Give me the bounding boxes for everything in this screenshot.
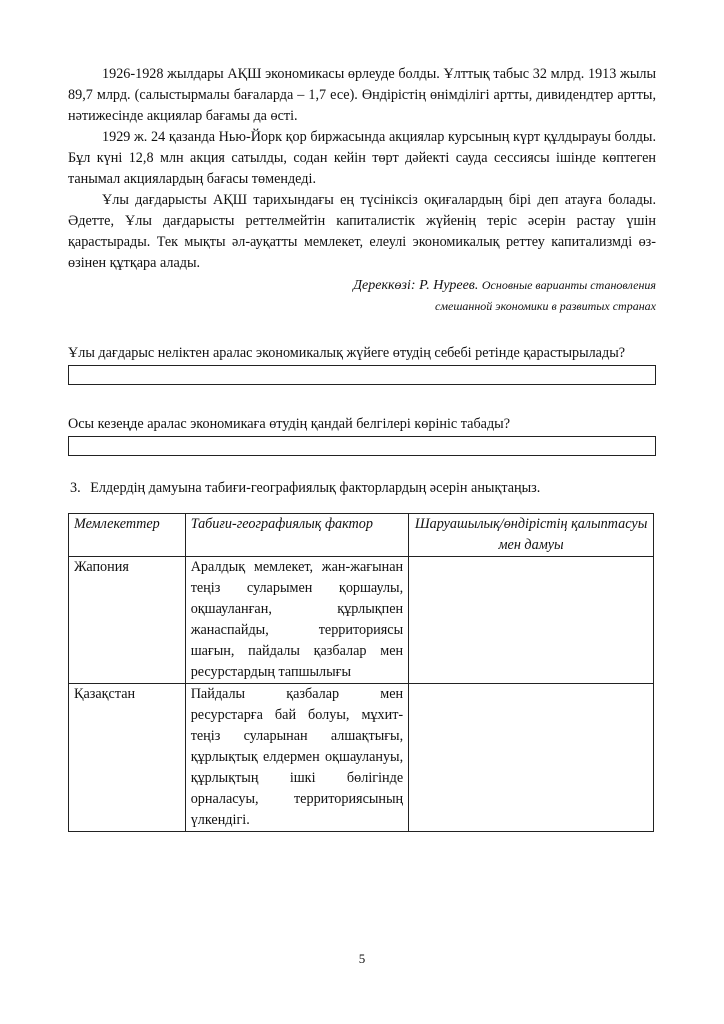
source-title-line2: смешанной экономики в развитых странах [435,299,656,313]
paragraph-great-depression: Ұлы дағдарысты АҚШ тарихындағы ең түсініксіз оқиғалардың бірі деп атауға болады. Әдетте, Ұлы дағдарысты реттелмейтін капиталистік жүйенің теріс әсерін растау үшін қарастырады. Тек мықты әл-ауқатты мемлекет, елеулі экономикалық реттеу капитализмді өз-өзінен құтқара алады. [68,192,656,271]
cell-country: Қазақстан [69,684,186,832]
source-label: Дереккөзі: Р. Нуреев. [353,278,479,293]
task-number: 3. [70,480,81,496]
table-row [69,557,654,684]
cell-development-input[interactable] [409,684,654,832]
cell-factor: Пайдалы қазбалар мен ресурстарға бай болуы, мұхит-теңіз суларынан алшақтығы, құрлықтық елдермен оқшаулануы, құрлықтың ішкі бөлігінде орналасуы, территориясының үлкендігі. [185,684,408,832]
cell-development-input[interactable] [409,557,654,684]
answer-box-1[interactable] [68,365,656,385]
task-3 [68,478,656,499]
document-page [68,64,656,832]
page-number: 5 [358,951,366,966]
paragraph-us-economy: 1926-1928 жылдары АҚШ экономикасы өрлеуде болды. Ұлттық табыс 32 млрд. 1913 жылы 89,7 млрд. (салыстырмалы бағаларда – 1,7 есе). Өндірістің өнімділігі артты, дивидендтер артты, нәтижесінде акциялар бағамы да өсті. [68,66,656,124]
table-header-row [69,514,654,557]
factors-table [68,513,654,832]
table-row [69,684,654,832]
cell-country: Жапония [69,557,186,684]
cell-factor: Аралдық мемлекет, жан-жағынан теңіз суларымен қоршаулы, оқшауланған, құрлықпен жанаспайды, территориясы шағын, пайдалы қазбалар мен ресурстардың тапшылығы [185,557,408,684]
header-development: Шаруашылық/өндірістің қалыптасуы мен дамуы [409,514,654,557]
paragraph-stock-crash: 1929 ж. 24 қазанда Нью-Йорк қор биржасында акциялар курсының күрт құлдырауы болды. Бұл күні 12,8 млн акция сатылды, содан кейін төрт дәйекті сауда сессиясы ішінде көптеген танымал акциялардың бағасы төмендеді. [68,129,656,187]
source-citation [68,275,656,317]
question-1: Ұлы дағдарыс неліктен аралас экономикалық жүйеге өтудің себебі ретінде қарастырылады? [68,345,626,361]
answer-box-2[interactable] [68,436,656,456]
source-title-line1: Основные варианты становления [481,278,656,292]
question-2: Осы кезеңде аралас экономикаға өтудің қандай белгілері көрініс табады? [68,416,511,432]
header-country: Мемлекеттер [69,514,186,557]
task-text: Елдердің дамуына табиғи-географиялық факторлардың әсерін анықтаңыз. [90,480,541,496]
header-factor: Табиғи-географиялық фактор [185,514,408,557]
